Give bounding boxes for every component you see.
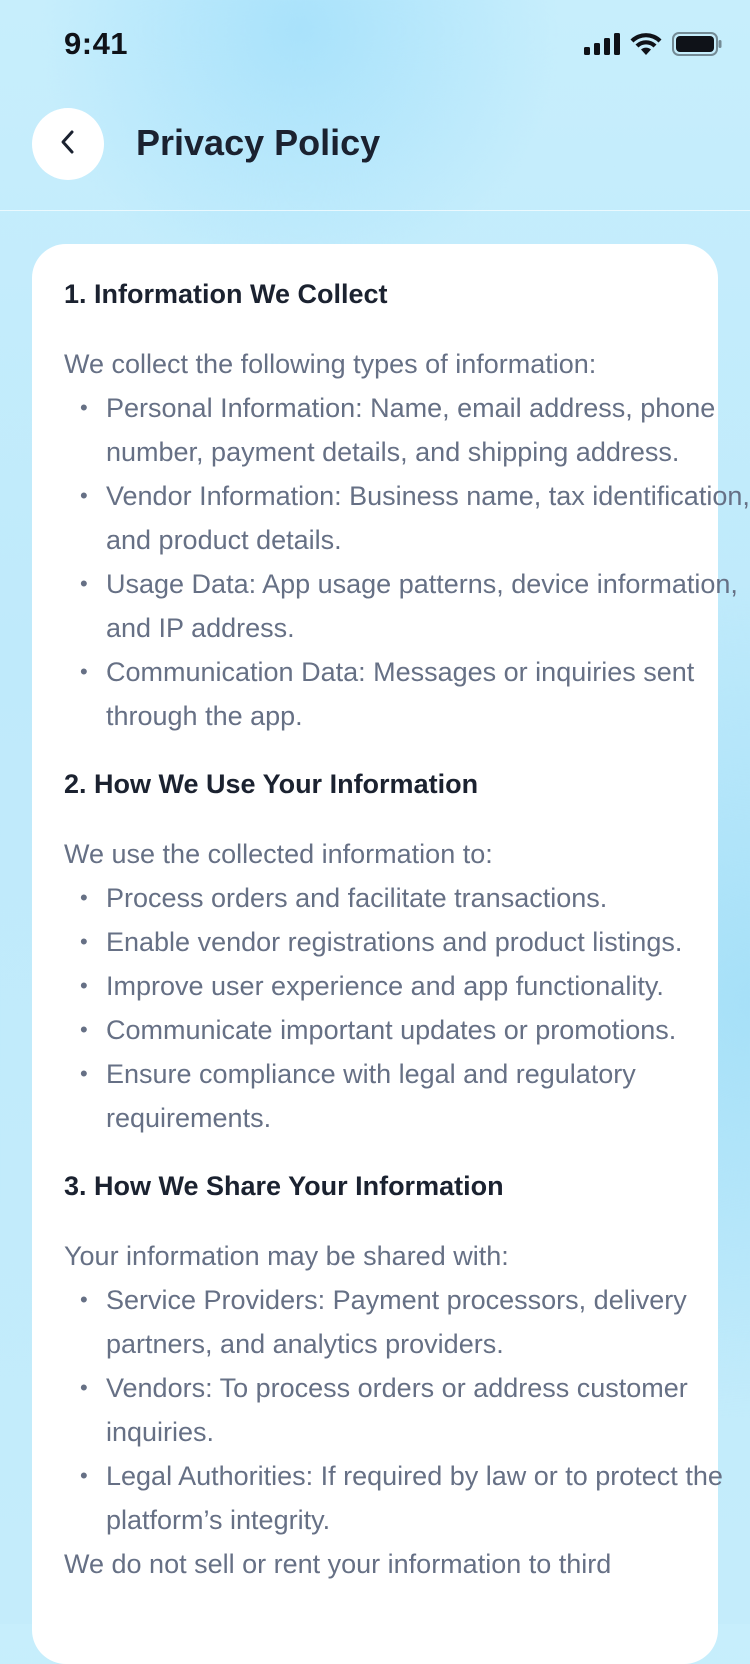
bullet-list — [64, 1278, 750, 1542]
list-item — [64, 1008, 750, 1052]
battery-icon — [672, 32, 722, 61]
list-item — [64, 562, 750, 650]
list-item — [64, 386, 750, 474]
header — [0, 100, 750, 210]
section-intro: We use the collected information to: — [64, 839, 493, 869]
list-item — [64, 876, 750, 920]
status-icons — [584, 32, 722, 61]
section-information-we-collect — [64, 278, 750, 738]
back-button[interactable] — [32, 108, 104, 180]
list-item-text: Ensure compliance with legal and regulatory requirements. — [106, 1059, 636, 1133]
list-item-text: Personal Information: Name, email address, phone number, payment details, and shipping address. — [106, 393, 716, 467]
status-time: 9:41 — [64, 26, 129, 61]
header-divider — [0, 210, 750, 211]
list-item — [64, 1278, 750, 1366]
section-intro: Your information may be shared with: — [64, 1241, 509, 1271]
list-item — [64, 920, 750, 964]
page-title: Privacy Policy — [136, 122, 381, 163]
list-item-text: Vendors: To process orders or address customer inquiries. — [106, 1373, 688, 1447]
section-title: 1. Information We Collect — [64, 279, 388, 309]
section-title: 3. How We Share Your Information — [64, 1171, 504, 1201]
bullet-list — [64, 386, 750, 738]
list-item — [64, 1454, 750, 1542]
section-intro: We collect the following types of information: — [64, 349, 597, 379]
bullet-icon: • — [80, 1017, 88, 1042]
list-item-text: Improve user experience and app functionality. — [106, 971, 664, 1001]
bullet-icon: • — [80, 1287, 88, 1312]
list-item-text: Legal Authorities: If required by law or to protect the platform’s integrity. — [106, 1461, 723, 1535]
section-how-we-use-your-information — [64, 768, 750, 1140]
bullet-icon: • — [80, 1375, 88, 1400]
section-title: 2. How We Use Your Information — [64, 769, 479, 799]
list-item — [64, 474, 750, 562]
policy-content — [64, 278, 750, 1616]
bullet-icon: • — [80, 1463, 88, 1488]
bullet-icon: • — [80, 929, 88, 954]
list-item — [64, 1366, 750, 1454]
bullet-icon: • — [80, 571, 88, 596]
status-bar — [0, 0, 750, 92]
bullet-list — [64, 876, 750, 1140]
bullet-icon: • — [80, 1061, 88, 1086]
section-how-we-share-your-information — [64, 1170, 750, 1586]
chevron-left-icon — [56, 128, 80, 161]
list-item — [64, 964, 750, 1008]
list-item — [64, 1052, 750, 1140]
list-item-text: Vendor Information: Business name, tax identification, and product details. — [106, 481, 750, 555]
list-item-text: Usage Data: App usage patterns, device information, and IP address. — [106, 569, 738, 643]
bullet-icon: • — [80, 973, 88, 998]
list-item-text: Communication Data: Messages or inquiries sent through the app. — [106, 657, 695, 731]
bullet-icon: • — [80, 885, 88, 910]
wifi-icon — [630, 32, 662, 61]
bullet-icon: • — [80, 659, 88, 684]
policy-content-card[interactable] — [32, 244, 750, 1664]
bullet-icon: • — [80, 483, 88, 508]
list-item-text: Process orders and facilitate transactions. — [106, 883, 608, 913]
section-outro: We do not sell or rent your information to third — [64, 1549, 612, 1579]
list-item-text: Enable vendor registrations and product listings. — [106, 927, 683, 957]
list-item-text: Service Providers: Payment processors, delivery partners, and analytics providers. — [106, 1285, 687, 1359]
cellular-signal-icon — [584, 33, 620, 60]
list-item — [64, 650, 750, 738]
bullet-icon: • — [80, 395, 88, 420]
list-item-text: Communicate important updates or promotions. — [106, 1015, 677, 1045]
